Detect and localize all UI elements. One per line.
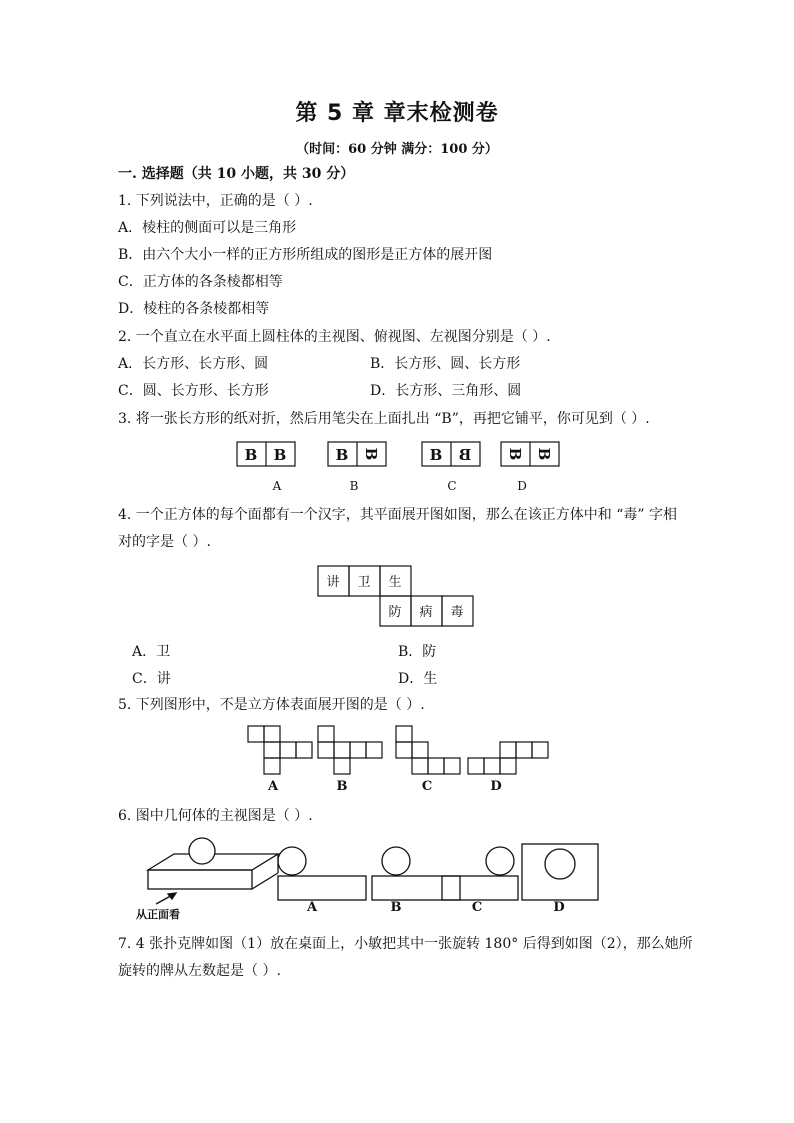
- q3-stem: 3. 将一张长方形的纸对折，然后用笔尖在上面扎出 “B”，再把它铺平，你可见到（ ）.: [118, 411, 650, 427]
- q1-option-a: A．棱柱的侧面可以是三角形: [118, 220, 297, 236]
- q1-option-d: D．棱柱的各条棱都相等: [118, 301, 270, 317]
- q6-solid-figure: [148, 838, 278, 904]
- q3-folded-paper-figures: [230, 438, 570, 472]
- q7-stem-line2: 旋转的牌从左数起是（ ）.: [118, 963, 281, 979]
- q4-option-a: A．卫: [132, 644, 171, 660]
- q4-net-char-6: 毒: [450, 605, 464, 620]
- q1-stem: 1. 下列说法中，正确的是（ ）.: [118, 193, 313, 209]
- q3-c-right-letter: B: [458, 446, 472, 464]
- q5-label-d: D: [490, 779, 502, 794]
- q3-a-left-letter: B: [244, 446, 258, 464]
- section-heading: 一. 选择题（共 10 小题，共 30 分）: [118, 166, 355, 182]
- q4-net-char-1: 讲: [326, 575, 340, 590]
- q4-cube-net: [314, 562, 480, 632]
- q3-d-left-letter: B: [506, 447, 524, 461]
- q1-option-c: C．正方体的各条棱都相等: [118, 274, 283, 290]
- q3-d-right-letter: B: [535, 447, 553, 461]
- q3-label-b: B: [349, 479, 359, 493]
- q4-net-char-4: 防: [388, 605, 402, 620]
- q4-stem-line2: 对的字是（ ）.: [118, 534, 211, 550]
- q2-option-c: C．圆、长方形、长方形: [118, 383, 269, 399]
- q3-label-a: A: [272, 479, 282, 493]
- q6-figures: [130, 832, 610, 928]
- q3-a-right-letter: B: [273, 446, 287, 464]
- q4-option-b: B．防: [398, 644, 437, 660]
- q3-label-d: D: [517, 479, 527, 493]
- q6-option-c-figure: [442, 847, 518, 900]
- q5-label-a: A: [267, 779, 279, 794]
- q6-option-b-figure: [372, 847, 460, 900]
- q5-label-b: B: [336, 779, 348, 794]
- q2-option-d: D．长方形、三角形、圆: [370, 383, 522, 399]
- q2-option-a: A．长方形、长方形、圆: [118, 356, 269, 372]
- q2-stem: 2. 一个直立在水平面上圆柱体的主视图、俯视图、左视图分别是（ ）.: [118, 329, 551, 345]
- q6-label-c: C: [471, 900, 483, 915]
- q3-b-left-letter: B: [335, 446, 349, 464]
- q5-label-c: C: [421, 779, 433, 794]
- q4-net-char-2: 卫: [357, 575, 371, 590]
- q6-option-d-figure: [522, 844, 598, 900]
- page-title: 第 5 章 章末检测卷: [295, 101, 499, 126]
- q5-net-b: [318, 726, 382, 774]
- q4-option-d: D．生: [398, 671, 438, 687]
- q6-label-a: A: [306, 900, 318, 915]
- q1-option-b: B．由六个大小一样的正方形所组成的图形是正方体的展开图: [118, 247, 493, 263]
- q4-option-c: C．讲: [132, 671, 171, 687]
- q6-stem: 6. 图中几何体的主视图是（ ）.: [118, 808, 313, 824]
- q7-stem-line1: 7. 4 张扑克牌如图（1）放在桌面上，小敏把其中一张旋转 180° 后得到如图（2），那么她所: [118, 936, 693, 952]
- q6-label-b: B: [390, 900, 402, 915]
- q4-stem-line1: 4. 一个正方体的每个面都有一个汉字，其平面展开图如图，那么在该正方体中和 “毒” 字相: [118, 507, 678, 523]
- q3-b-right-letter: B: [362, 447, 380, 461]
- q4-net-char-5: 病: [419, 605, 433, 620]
- q5-net-d: [468, 742, 548, 774]
- q5-net-a: [248, 726, 312, 774]
- q3-c-left-letter: B: [429, 446, 443, 464]
- q5-net-figures: [240, 722, 556, 778]
- exam-info: （时间：60 分钟 满分：100 分）: [296, 142, 498, 157]
- q5-net-c: [396, 726, 460, 774]
- q6-label-d: D: [553, 900, 565, 915]
- q6-view-label: 从正面看: [136, 908, 180, 921]
- q6-option-a-figure: [278, 847, 366, 900]
- q5-stem: 5. 下列图形中，不是立方体表面展开图的是（ ）.: [118, 697, 425, 713]
- q2-option-b: B．长方形、圆、长方形: [370, 356, 521, 372]
- q4-net-char-3: 生: [388, 575, 402, 590]
- q3-label-c: C: [447, 479, 457, 493]
